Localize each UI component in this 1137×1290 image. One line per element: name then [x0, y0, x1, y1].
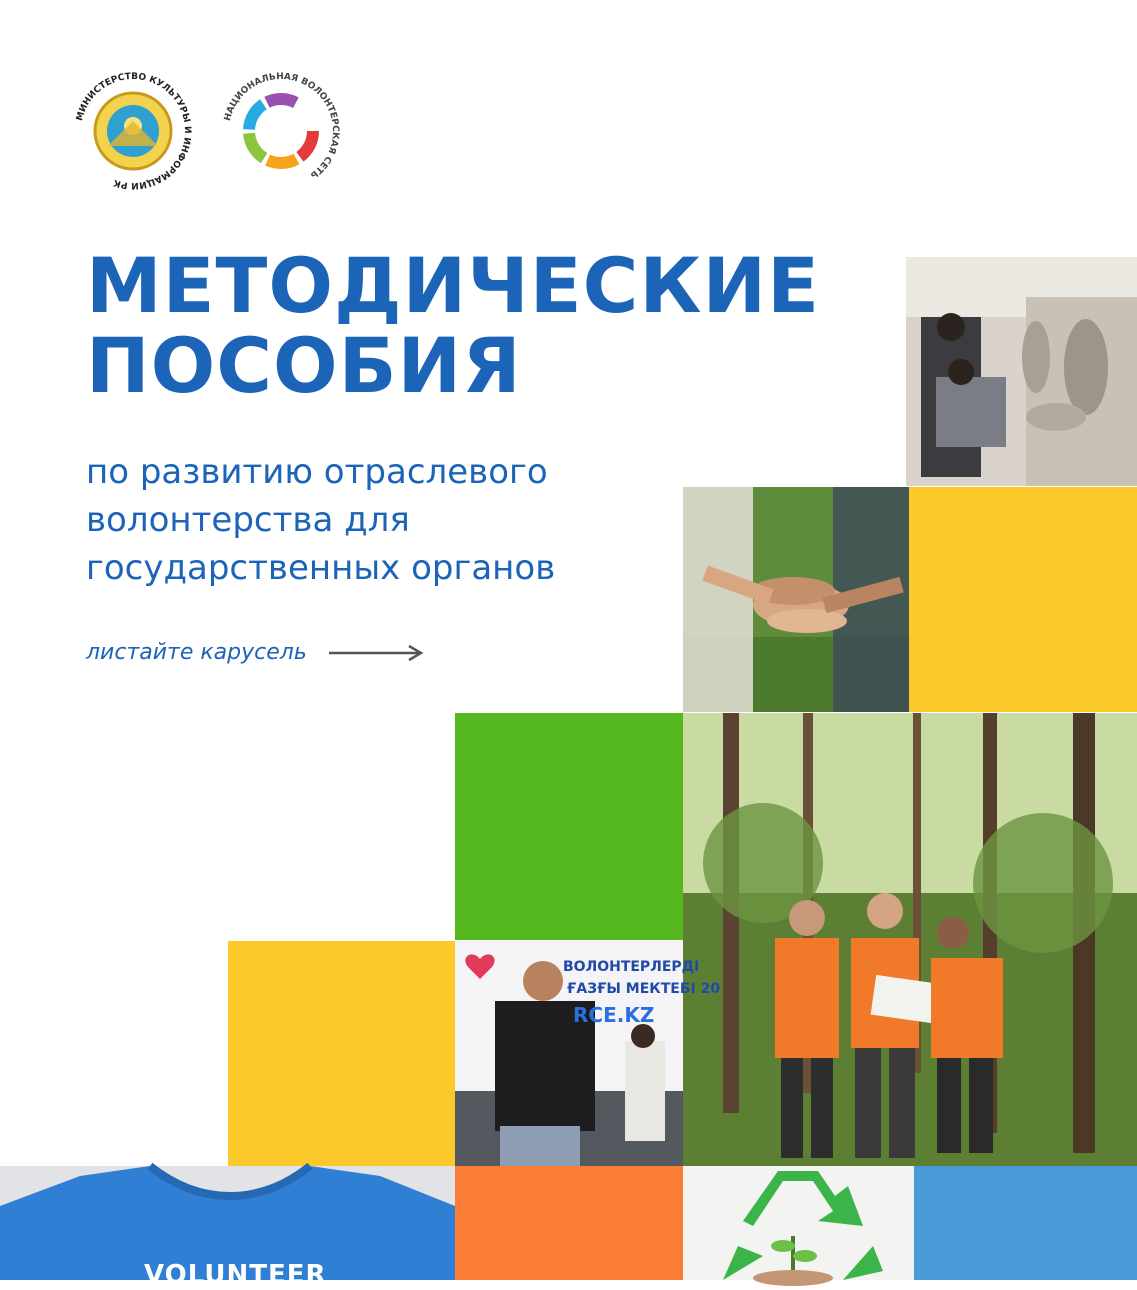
volunteer-network-logo [216, 66, 346, 196]
forest-volunteers-photo [683, 713, 1137, 1166]
event-banner-brand: RCE.KZ [573, 1003, 655, 1027]
title-line-2: ПОСОБИЯ [86, 321, 522, 410]
hands-together-photo [683, 487, 909, 712]
museum-photo [906, 257, 1137, 486]
tshirt-text: VOLUNTEER [144, 1260, 327, 1290]
arrow-right-icon [327, 643, 427, 663]
subtitle-line-1: по развитию отраслевого [86, 452, 548, 492]
svg-text:НАЦИОНАЛЬНАЯ ВОЛОНТЕРСКАЯ СЕТЬ: НАЦИОНАЛЬНАЯ ВОЛОНТЕРСКАЯ СЕТЬ [223, 71, 341, 181]
title-line-1: МЕТОДИЧЕСКИЕ [86, 241, 821, 330]
swipe-carousel-label: листайте карусель [86, 640, 307, 665]
subtitle-line-3: государственных органов [86, 548, 556, 588]
yellow-block [228, 941, 455, 1166]
volunteer-tshirt-photo [0, 1166, 455, 1290]
light-blue-block [914, 1166, 1137, 1280]
ministry-logo [68, 66, 198, 196]
volunteer-event-photo [455, 941, 721, 1166]
page-title [86, 241, 821, 410]
event-banner-line-1: ВОЛОНТЕРЛЕРДІ [563, 959, 700, 975]
svg-text:МИНИСТЕРСТВО КУЛЬТУРЫ И ИНФОРМ: МИНИСТЕРСТВО КУЛЬТУРЫ И ИНФОРМАЦИИ РК [74, 71, 193, 191]
event-banner-line-2: ҒАЗҒЫ МЕКТЕБІ 20 [567, 981, 721, 997]
yellow-block [909, 487, 1137, 712]
subtitle [86, 448, 555, 592]
recycle-photo [683, 1166, 914, 1280]
green-block [455, 713, 683, 940]
orange-block [455, 1166, 683, 1280]
subtitle-line-2: волонтерства для [86, 500, 410, 540]
swipe-carousel-hint[interactable] [86, 640, 427, 665]
